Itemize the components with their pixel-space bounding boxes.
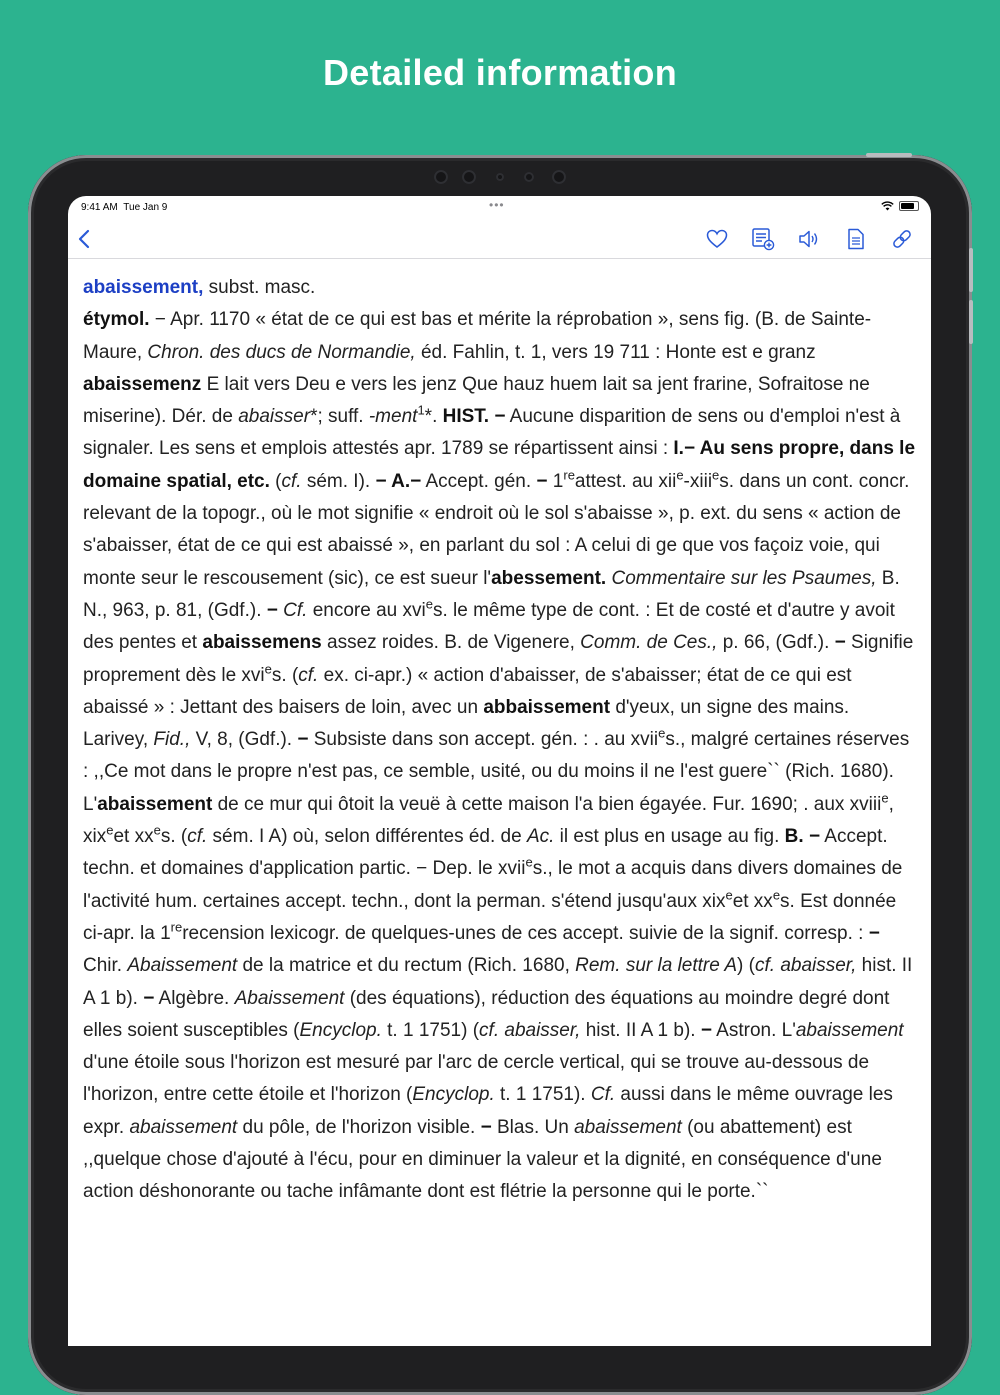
add-to-list-button[interactable] xyxy=(750,226,776,252)
entry-text: de la matrice et du rectum (Rich. 1680, xyxy=(237,955,576,977)
app-screen xyxy=(68,196,931,1346)
superscript: e xyxy=(106,822,114,838)
dash: − xyxy=(868,922,880,944)
entry-text: E lait vers Deu e vers les jenz Que hauz huem lait sa jent frarine, Sofraitose ne miserine). Dér. de xyxy=(83,373,870,428)
example-word: abaissemens xyxy=(202,632,322,654)
superscript: e xyxy=(772,887,781,903)
entry-text: Subsiste dans son accept. gén. : . au xvii xyxy=(308,729,659,751)
entry-text: Astron. L' xyxy=(711,1019,796,1041)
camera-icon xyxy=(462,170,476,184)
suffix: -ment xyxy=(368,406,418,428)
entry-text: s. ( xyxy=(271,664,299,686)
example-word: Abaissement xyxy=(127,955,238,977)
entry-text: du pôle, de l'horizon visible. xyxy=(237,1116,481,1138)
superscript: e xyxy=(676,467,684,483)
entry-text: s., le mot a acquis dans divers domaines de l'activité hum. certaines accept. techn., dont la perman. s'étend jusqu'aux xix xyxy=(83,858,903,912)
citation-title: Rem. sur la lettre A xyxy=(575,955,738,977)
dash: − xyxy=(266,599,278,621)
pronunciation-button[interactable] xyxy=(796,226,822,252)
example-word: abaissemenz xyxy=(83,373,202,395)
entry-text: de ce mur qui ôtoit la veuë à cette maison l'a bien égayée. Fur. 1690; . aux xviii xyxy=(212,793,882,815)
dash: − xyxy=(536,470,548,492)
example-word: abaissement xyxy=(129,1116,238,1138)
superscript: e xyxy=(725,887,733,903)
entry-text: s. dans un cont. concr. relevant de la topogr., où le mot signifie « endroit où le sol s'abaisse », p. ext. du sens « action de s'abaisser, état de ce qui est abaissé », en parlant du sol : A celui di ge que vos façoiz voie, qui monte seur le rescousement (sic), ce est sueur l' xyxy=(83,470,910,589)
dash: − xyxy=(480,1116,492,1138)
back-button[interactable] xyxy=(72,226,98,252)
entry-heading xyxy=(83,272,918,304)
citation-title: Commentaire sur les Psaumes, xyxy=(611,567,877,589)
entry-text: recension lexicogr. de quelques-unes de ces accept. suivie de la signif. corresp. : xyxy=(182,922,869,944)
entry-text: d'yeux, un signe des mains. Larivey, xyxy=(83,696,850,751)
sensor-icon xyxy=(552,170,566,184)
entry-text: B. N., 963, p. 81, (Gdf.). xyxy=(83,567,900,621)
superscript: 1 xyxy=(417,402,425,418)
superscript: e xyxy=(525,855,533,871)
dash: − xyxy=(700,1019,712,1041)
superscript: e xyxy=(712,467,720,483)
dash: − xyxy=(834,632,846,654)
example-word: abaissement xyxy=(574,1116,682,1138)
entry-text: -xiii xyxy=(683,470,713,492)
entry-text: ex. ci-apr.) « action d'abaisser, de s'abaisser; état de ce qui est abaissé » : Jettant des baisers de loin, avec un xyxy=(83,664,852,718)
entry-text: Accept. gén. xyxy=(421,470,537,492)
entry-text: s., malgré certaines réserves : ,,Ce mot dans le propre n'est pas, ce semble, usité, ou du moins il ne l'est guere`` (Rich. 1680). L' xyxy=(83,729,910,815)
entry-text: , xix xyxy=(83,793,894,848)
sense-heading: B. − xyxy=(784,826,821,848)
section-label: HIST. − xyxy=(442,406,506,428)
entry-text: Accept. techn. et domaines d'application partic. − Dep. le xvii xyxy=(83,826,888,880)
wifi-icon xyxy=(881,201,894,211)
sensor-icon xyxy=(524,172,534,182)
tablet-volume-down-button xyxy=(969,300,973,344)
abbrev: cf. xyxy=(281,470,302,492)
crossref-link[interactable]: cf. abaisser, xyxy=(479,1019,581,1041)
example-word: abaissement xyxy=(795,1019,904,1041)
dash: − xyxy=(297,729,309,751)
sense-heading: − A.− xyxy=(375,470,422,492)
entry-text: hist. II A 1 b). xyxy=(83,955,913,1009)
example-word: abaissement xyxy=(97,793,213,815)
entry-text: (ou abattement) est ,,quelque chose d'ajouté à l'écu, pour en diminuer la valeur et la dignité, en conséquence d'une action déshonorante ou tache infâmante dont est flétrie la personne qui le porte.`` xyxy=(83,1116,882,1203)
entry-text: 1 xyxy=(547,470,564,492)
section-label: étymol. xyxy=(83,309,150,331)
chevron-left-icon xyxy=(72,226,98,252)
entry-text: *. xyxy=(424,406,443,428)
sense-heading: I.− Au sens propre, dans le domaine spatial, etc. xyxy=(83,438,916,492)
entry-text: et xx xyxy=(732,890,773,912)
entry-text: sém. I A) où, selon différentes éd. de xyxy=(207,826,527,848)
entry-text: *; suff. xyxy=(310,406,369,428)
entry-text: il est plus en usage au fig. xyxy=(554,826,785,848)
tablet-top-button xyxy=(866,153,912,157)
grammar-label: subst. masc. xyxy=(203,277,316,298)
abbrev: Cf. xyxy=(283,599,308,621)
favorite-button[interactable] xyxy=(704,226,730,252)
entry-text: V, 8, (Gdf.). xyxy=(190,729,298,751)
superscript: e xyxy=(658,725,666,741)
entry-text: p. 66, (Gdf.). xyxy=(717,632,835,654)
document-button[interactable] xyxy=(843,226,869,252)
sensor-icon xyxy=(434,170,448,184)
superscript: re xyxy=(170,919,183,935)
entry-text: Signifie proprement dès le xvi xyxy=(83,632,914,686)
status-bar xyxy=(68,196,931,218)
entry-body xyxy=(83,304,918,1208)
crossref-link[interactable]: abaisser xyxy=(238,406,311,428)
entry-text: sém. I). xyxy=(301,470,376,492)
superscript: e xyxy=(425,596,433,612)
entry-text: et xx xyxy=(113,826,154,848)
link-button[interactable] xyxy=(889,226,915,252)
camera-bar xyxy=(0,170,1000,184)
crossref-link[interactable]: cf. abaisser, xyxy=(754,955,857,977)
example-word: abbaissement xyxy=(483,696,611,718)
example-word: abessement. xyxy=(491,567,607,589)
entry-text: éd. Fahlin, t. 1, vers 19 711 : Honte est e granz xyxy=(415,341,816,363)
entry-text: Aucune disparition de sens ou d'emploi n'est à signaler. Les sens et emplois attestés apr. 1789 se répartissent ainsi : xyxy=(83,406,901,460)
entry-text: t. 1 1751) ( xyxy=(381,1019,480,1041)
entry-text: aussi dans le même ouvrage les expr. xyxy=(83,1084,893,1138)
entry-text: Chir. xyxy=(83,955,128,977)
entry-text: s. Est donnée ci-apr. la 1 xyxy=(83,890,897,944)
superscript: e xyxy=(881,790,889,806)
abbrev: cf. xyxy=(298,664,319,686)
superscript: e xyxy=(264,661,272,677)
entry-text: attest. au xii xyxy=(574,470,677,492)
entry-text: t. 1 1751). xyxy=(494,1084,591,1106)
abbrev: cf. xyxy=(187,826,208,848)
entry-text: (des équations), réduction des équations au moindre degré dont elles soient susceptibles ( xyxy=(83,987,890,1041)
entry-text: d'une étoile sous l'horizon est mesuré par l'arc de cercle vertical, qui se trouve au-dessous de l'horizon, entre cette étoile et l'horizon ( xyxy=(83,1052,870,1106)
heart-icon xyxy=(704,226,730,252)
status-time: 9:41 AM Tue Jan 9 xyxy=(81,202,168,213)
abbrev: Cf. xyxy=(590,1084,616,1106)
entry-text: encore au xvi xyxy=(307,599,426,621)
entry-text: ) ( xyxy=(737,955,755,977)
entry-text: hist. II A 1 b). xyxy=(580,1019,701,1041)
citation-title: Fid., xyxy=(153,729,191,751)
entry-text: − Apr. 1170 « état de ce qui est bas et mérite la réprobation », sens fig. (B. de Sainte-Maure, xyxy=(83,309,872,363)
headword: abaissement, xyxy=(83,277,204,298)
entry-text: s. le même type de cont. : Et de costé et d'autre y avoit des pentes et xyxy=(83,599,895,654)
document-icon xyxy=(843,226,869,252)
citation-title: Comm. de Ces., xyxy=(580,632,718,654)
promo-headline: Detailed information xyxy=(322,52,678,93)
superscript: re xyxy=(563,467,575,483)
entry-text: Blas. Un xyxy=(491,1116,575,1138)
speaker-icon xyxy=(796,226,822,252)
dictionary-entry xyxy=(83,272,918,1209)
example-word: Abaissement xyxy=(234,987,345,1009)
entry-text: Algèbre. xyxy=(154,987,235,1009)
abbrev: Ac. xyxy=(526,826,555,848)
citation-title: Encyclop. xyxy=(299,1019,382,1041)
citation-title: Chron. des ducs de Normandie, xyxy=(147,341,416,363)
sensor-icon xyxy=(496,173,504,181)
tablet-volume-up-button xyxy=(969,248,973,292)
dash: − xyxy=(143,987,155,1009)
entry-text: assez roides. B. de Vigenere, xyxy=(321,632,581,654)
entry-text: s. ( xyxy=(160,826,188,848)
citation-title: Encyclop. xyxy=(412,1084,495,1106)
multitasking-dots-icon[interactable]: ••• xyxy=(489,198,505,212)
add-to-list-icon xyxy=(750,226,776,252)
battery-icon xyxy=(899,201,919,211)
link-icon xyxy=(889,226,915,252)
entry-text: ( xyxy=(269,470,282,492)
superscript: e xyxy=(153,822,161,838)
navigation-bar xyxy=(68,218,931,259)
